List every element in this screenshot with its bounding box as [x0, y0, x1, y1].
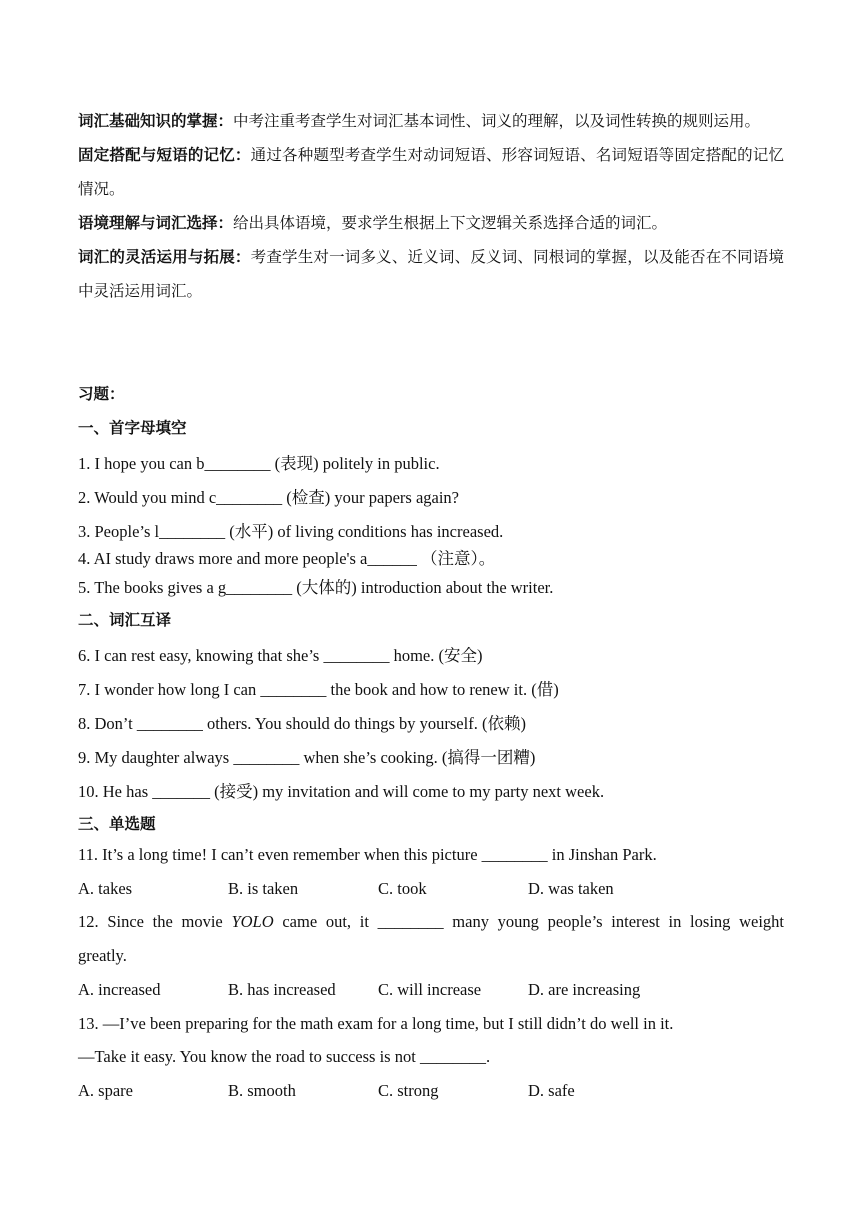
- question-6: 6. I can rest easy, knowing that she’s ________ home. (安全): [78, 646, 483, 665]
- intro-label: 固定搭配与短语的记忆：: [78, 146, 251, 164]
- option-d: D. are increasing: [528, 980, 641, 999]
- question-4: 4. AI study draws more and more people's a______ （注意）。: [78, 549, 496, 568]
- question-12-stem-line2: greatly.: [78, 946, 127, 965]
- question-11-stem: 11. It’s a long time! I can’t even remember when this picture ________ in Jinshan Park.: [78, 845, 657, 864]
- question-2: 2. Would you mind c________ (检查) your papers again?: [78, 488, 460, 507]
- intro-text: 中考注重考查学生对词汇基本词性、词义的理解，以及词性转换的规则运用。: [233, 112, 761, 130]
- question-1: 1. I hope you can b________ (表现) politely in public.: [78, 454, 440, 473]
- intro-paragraph-3: [78, 206, 784, 240]
- option-a: A. spare: [78, 1081, 133, 1100]
- intro-label: 语境理解与词汇选择：: [78, 214, 234, 232]
- intro-text: 给出具体语境，要求学生根据上下文逻辑关系选择合适的词汇。: [233, 214, 668, 232]
- question-13-line2: —Take it easy. You know the road to success is not ________.: [78, 1047, 491, 1066]
- stem-text: came out, it ________ many young people’s interest in losing weight: [273, 912, 784, 931]
- intro-text: 通过各种题型考查学生对动词短语、形容词短语、名词短语等固定搭配的记忆情况。: [78, 146, 784, 198]
- option-c: C. took: [378, 879, 427, 898]
- option-a: A. increased: [78, 980, 161, 999]
- option-c: C. strong: [378, 1081, 439, 1100]
- option-c: C. will increase: [378, 980, 482, 999]
- intro-paragraph-4: [78, 240, 784, 308]
- question-10: 10. He has _______ (接受) my invitation and will come to my party next week.: [78, 782, 605, 801]
- movie-title: YOLO: [231, 912, 274, 931]
- intro-label: 词汇的灵活运用与拓展：: [78, 248, 251, 266]
- question-13-line1: 13. —I’ve been preparing for the math exam for a long time, but I still didn’t do well in it.: [78, 1014, 674, 1033]
- option-d: D. was taken: [528, 879, 614, 898]
- section1-title: 一、首字母填空: [78, 419, 187, 437]
- intro-text: 考查学生对一词多义、近义词、反义词、同根词的掌握，以及能否在不同语境中灵活运用词汇。: [78, 248, 784, 300]
- option-b: B. is taken: [228, 879, 299, 898]
- option-d: D. safe: [528, 1081, 575, 1100]
- intro-paragraph-1: [78, 104, 784, 138]
- option-b: B. smooth: [228, 1081, 296, 1100]
- section3-title: 三、单选题: [78, 815, 156, 833]
- intro-section: [78, 104, 784, 308]
- option-b: B. has increased: [228, 980, 336, 999]
- question-7: 7. I wonder how long I can ________ the book and how to renew it. (借): [78, 680, 559, 699]
- section2-title: 二、词汇互译: [78, 611, 172, 629]
- question-5: 5. The books gives a g________ (大体的) introduction about the writer.: [78, 578, 554, 597]
- question-8: 8. Don’t ________ others. You should do things by yourself. (依赖): [78, 714, 526, 733]
- intro-label: 词汇基础知识的掌握：: [78, 112, 234, 130]
- intro-paragraph-2: [78, 138, 784, 206]
- stem-text: 12. Since the movie: [78, 912, 232, 931]
- exercises-title: 习题：: [78, 385, 125, 403]
- question-12-stem: [78, 912, 784, 932]
- option-a: A. takes: [78, 879, 133, 898]
- question-3: 3. People’s l________ (水平) of living conditions has increased.: [78, 522, 504, 541]
- question-9: 9. My daughter always ________ when she’s cooking. (搞得一团糟): [78, 748, 536, 767]
